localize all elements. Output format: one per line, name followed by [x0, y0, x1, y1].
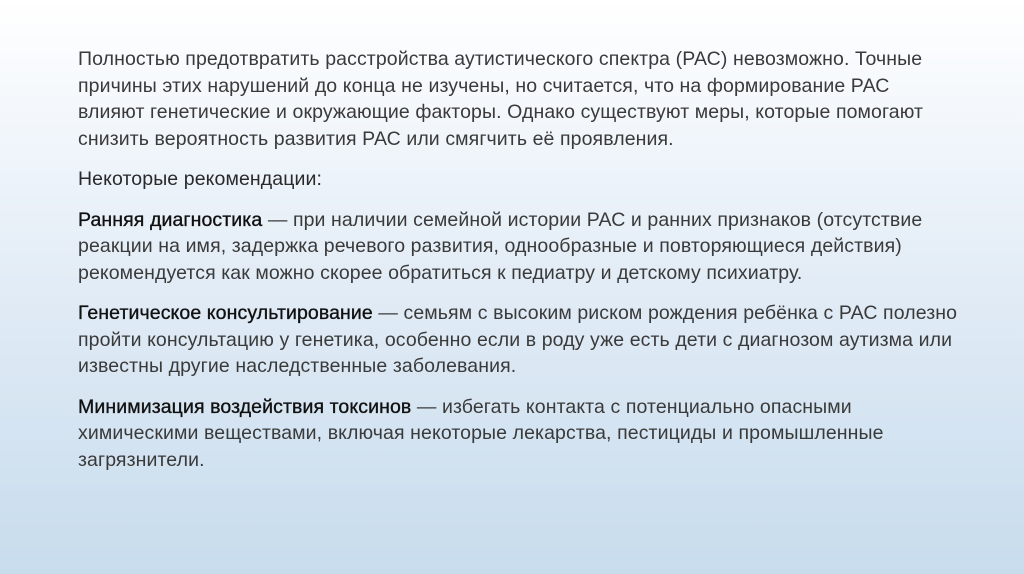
slide-content: [78, 46, 958, 487]
recommendation-term: Ранняя диагностика: [78, 208, 263, 231]
recommendation-early-diagnosis: [78, 207, 958, 287]
recommendation-text: — при наличии семейной истории РАС и ранних признаков (отсутствие реакции на имя, задержка речевого развития, однообразные и повторяющиеся действия) рекомендуется как можно скорее обратиться к педиатру и детскому психиатру.: [78, 208, 923, 284]
recommendation-genetic-counseling: [78, 300, 958, 380]
recommendation-term: Генетическое консультирование: [78, 302, 373, 324]
recommendation-toxin-minimization: [78, 394, 958, 474]
recommendations-heading: Некоторые рекомендации:: [78, 168, 322, 190]
recommendation-term: Минимизация воздействия токсинов: [78, 395, 412, 418]
intro-paragraph: Полностью предотвратить расстройства аутистического спектра (РАС) невозможно. Точные причины этих нарушений до конца не изучены, но считается, что на формирование РАС влияют генетические и окружающие факторы. Однако существуют меры, которые помогают снизить вероятность развития РАС или смягчить её проявления.: [78, 48, 924, 150]
recommendation-text: — семьям с высоким риском рождения ребёнка с РАС полезно пройти консультацию у генетика, особенно если в роду уже есть дети с диагнозом аутизма или известны другие наследственные заболевания.: [78, 302, 958, 377]
recommendation-text: — избегать контакта с потенциально опасными химическими веществами, включая некоторые лекарства, пестициды и промышленные загрязнители.: [78, 395, 884, 471]
